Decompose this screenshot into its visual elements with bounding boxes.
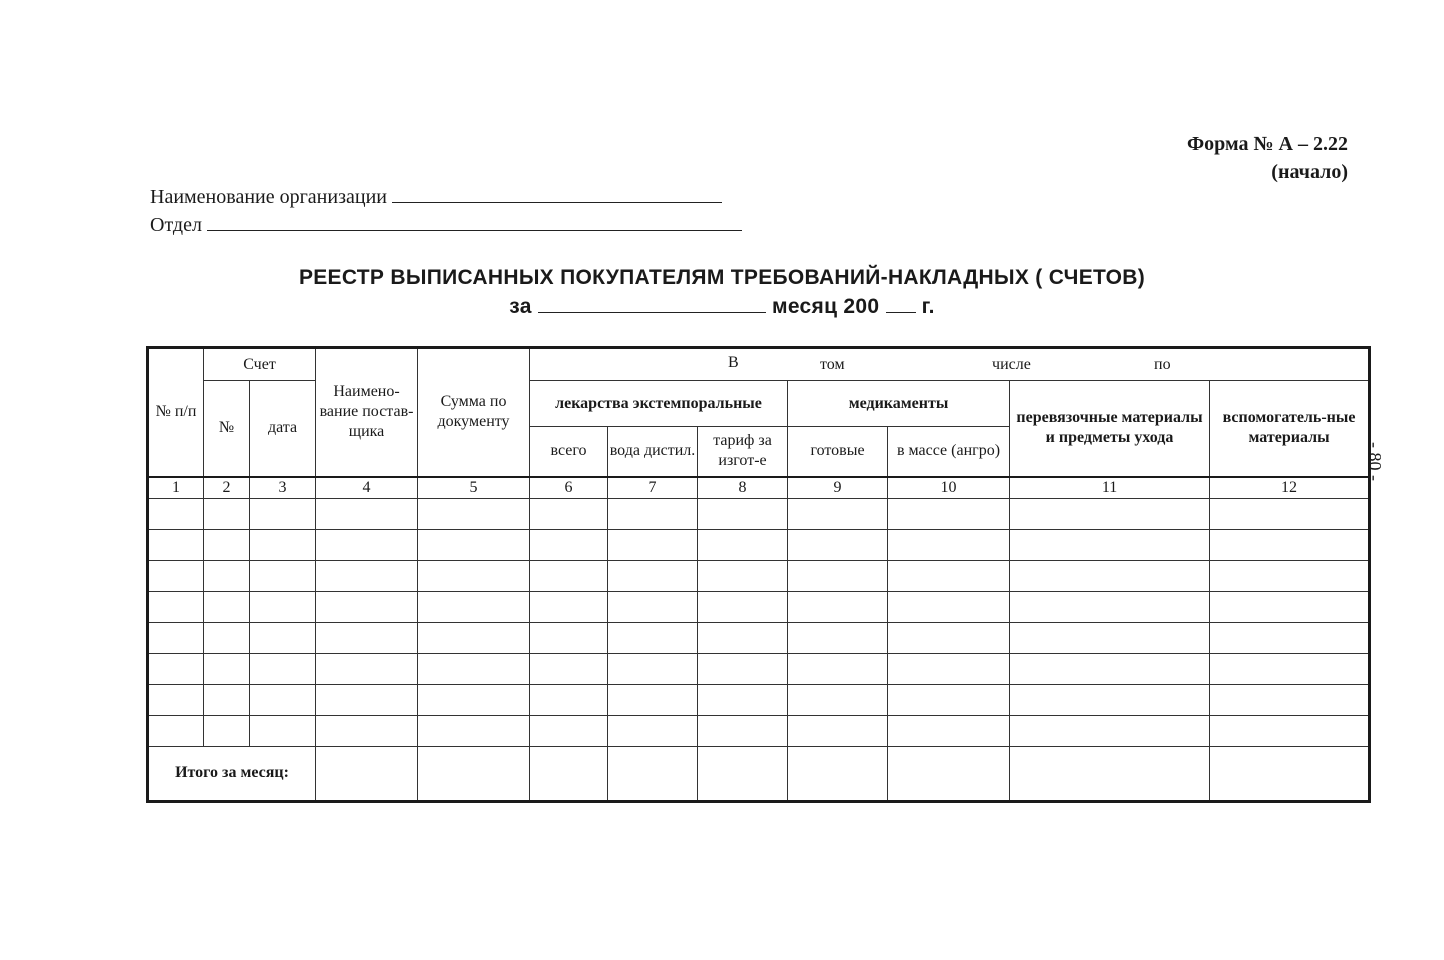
table-cell[interactable] (608, 715, 698, 746)
org-name-label: Наименование организации (150, 186, 387, 208)
table-cell[interactable] (530, 715, 608, 746)
table-cell[interactable] (1010, 591, 1210, 622)
header-sum: Сумма по документу (418, 348, 530, 477)
header-ready: готовые (788, 427, 888, 477)
table-cell[interactable] (530, 498, 608, 529)
table-cell[interactable] (148, 622, 204, 653)
table-cell[interactable] (418, 715, 530, 746)
col-num: 2 (204, 477, 250, 499)
header-invoice: Счет (204, 348, 316, 381)
total-label: Итого за месяц: (148, 746, 316, 801)
document-title (0, 264, 1444, 321)
table-cell[interactable] (1210, 560, 1370, 591)
col-num: 5 (418, 477, 530, 499)
table-cell[interactable] (698, 498, 788, 529)
table-cell[interactable] (888, 560, 1010, 591)
year-field[interactable] (886, 292, 916, 313)
col-num: 11 (1010, 477, 1210, 499)
table-cell[interactable] (1010, 684, 1210, 715)
table-cell[interactable] (1210, 715, 1370, 746)
header-auxiliary: вспомогатель-ные материалы (1210, 381, 1370, 477)
table-row (148, 622, 1370, 653)
header-bulk: в массе (ангро) (888, 427, 1010, 477)
table-cell[interactable] (204, 529, 250, 560)
table-cell[interactable] (788, 715, 888, 746)
form-number-block (1187, 130, 1348, 186)
table-cell[interactable] (608, 591, 698, 622)
title-za: за (509, 295, 532, 318)
table-row (148, 560, 1370, 591)
col-num: 7 (608, 477, 698, 499)
table-cell[interactable] (888, 715, 1010, 746)
header-extemp: лекарства экстемпоральные (530, 381, 788, 427)
table-cell[interactable] (1010, 715, 1210, 746)
col-num: 8 (698, 477, 788, 499)
table-cell[interactable] (698, 560, 788, 591)
empty-rows (148, 498, 1370, 746)
register-table (146, 346, 1371, 803)
table-cell[interactable] (418, 591, 530, 622)
header-tariff: тариф за изгот-е (698, 427, 788, 477)
table-cell[interactable] (888, 529, 1010, 560)
table-cell[interactable] (888, 591, 1010, 622)
table-cell[interactable] (608, 684, 698, 715)
table-cell[interactable] (418, 684, 530, 715)
table-cell[interactable] (204, 560, 250, 591)
header-total: всего (530, 427, 608, 477)
table-cell[interactable] (148, 653, 204, 684)
form-number: Форма № А – 2.22 (1186, 133, 1348, 155)
header-num: № п/п (148, 348, 204, 477)
table-cell[interactable] (316, 529, 418, 560)
table-row (148, 715, 1370, 746)
table-cell[interactable] (250, 622, 316, 653)
table-cell[interactable] (316, 746, 418, 801)
table-cell[interactable] (418, 529, 530, 560)
table-cell[interactable] (204, 715, 250, 746)
table-cell[interactable] (250, 653, 316, 684)
col-num: 9 (788, 477, 888, 499)
table-cell[interactable] (250, 560, 316, 591)
title-year-suffix: г. (921, 295, 935, 318)
table-cell[interactable] (418, 498, 530, 529)
table-cell[interactable] (418, 622, 530, 653)
table-cell[interactable] (888, 746, 1010, 801)
header-supplier: Наимено-вание постав-щика (316, 348, 418, 477)
table-cell[interactable] (316, 684, 418, 715)
header-invoice-date: дата (250, 381, 316, 477)
header-medicaments: медикаменты (788, 381, 1010, 427)
header-invoice-no: № (204, 381, 250, 477)
table-cell[interactable] (148, 529, 204, 560)
table-cell[interactable] (530, 622, 608, 653)
table-cell[interactable] (418, 653, 530, 684)
title-line1: РЕЕСТР ВЫПИСАННЫХ ПОКУПАТЕЛЯМ ТРЕБОВАНИЙ-НАКЛАДНЫХ ( СЧЕТОВ) (298, 266, 1146, 289)
table-cell[interactable] (1010, 498, 1210, 529)
table-cell[interactable] (418, 746, 530, 801)
header-including (530, 348, 1370, 381)
table-cell[interactable] (316, 560, 418, 591)
page-number: - 80 - (1365, 442, 1385, 481)
title-line2 (0, 292, 1444, 321)
col-num: 12 (1210, 477, 1370, 499)
col-num: 1 (148, 477, 204, 499)
form-part: (начало) (1271, 161, 1348, 183)
table-cell[interactable] (530, 684, 608, 715)
table-cell[interactable] (316, 591, 418, 622)
table-cell[interactable] (698, 653, 788, 684)
table-row (148, 529, 1370, 560)
table-cell[interactable] (788, 746, 888, 801)
table-cell[interactable] (788, 560, 888, 591)
table-cell[interactable] (698, 715, 788, 746)
table-cell[interactable] (204, 622, 250, 653)
col-num: 3 (250, 477, 316, 499)
table-cell[interactable] (204, 591, 250, 622)
including-word-4: по (1154, 356, 1171, 373)
table-cell[interactable] (1210, 653, 1370, 684)
table-cell[interactable] (148, 715, 204, 746)
table-cell[interactable] (148, 498, 204, 529)
table-cell[interactable] (316, 498, 418, 529)
table-cell[interactable] (148, 560, 204, 591)
table-cell[interactable] (250, 591, 316, 622)
table-cell[interactable] (1210, 529, 1370, 560)
table-cell[interactable] (888, 653, 1010, 684)
table-row (148, 653, 1370, 684)
dept-field[interactable] (207, 212, 742, 231)
including-word-2: том (820, 356, 845, 373)
table-cell[interactable] (698, 529, 788, 560)
table-cell[interactable] (204, 653, 250, 684)
table-cell[interactable] (418, 560, 530, 591)
table-cell[interactable] (250, 529, 316, 560)
table-cell[interactable] (250, 684, 316, 715)
table-cell[interactable] (788, 498, 888, 529)
table-cell[interactable] (608, 560, 698, 591)
month-field[interactable] (538, 292, 766, 313)
table-cell[interactable] (698, 591, 788, 622)
table-cell[interactable] (1210, 746, 1370, 801)
total-row (148, 746, 1370, 801)
table-cell[interactable] (316, 715, 418, 746)
header-dressing: перевязочные материалы и предметы ухода (1010, 381, 1210, 477)
table-cell[interactable] (788, 622, 888, 653)
table-cell[interactable] (316, 622, 418, 653)
header-water: вода дистил. (608, 427, 698, 477)
table-row (148, 684, 1370, 715)
table-cell[interactable] (250, 715, 316, 746)
table-cell[interactable] (608, 622, 698, 653)
table-cell[interactable] (788, 684, 888, 715)
table-cell[interactable] (1010, 560, 1210, 591)
table-cell[interactable] (888, 498, 1010, 529)
title-month: месяц 200 (772, 295, 880, 318)
table-cell[interactable] (888, 622, 1010, 653)
table-cell[interactable] (788, 653, 888, 684)
table-row (148, 591, 1370, 622)
table-cell[interactable] (698, 622, 788, 653)
table-cell[interactable] (530, 560, 608, 591)
column-number-row (148, 477, 1370, 499)
dept-label: Отдел (150, 214, 202, 236)
table-cell[interactable] (204, 684, 250, 715)
org-name-field[interactable] (392, 184, 722, 203)
table-cell[interactable] (316, 653, 418, 684)
table-cell[interactable] (1210, 684, 1370, 715)
table-cell[interactable] (788, 591, 888, 622)
table-cell[interactable] (698, 684, 788, 715)
table-cell[interactable] (1010, 529, 1210, 560)
table-cell[interactable] (1010, 653, 1210, 684)
col-num: 4 (316, 477, 418, 499)
table-cell[interactable] (608, 653, 698, 684)
table-cell[interactable] (888, 684, 1010, 715)
table-cell[interactable] (530, 591, 608, 622)
table-cell[interactable] (1210, 622, 1370, 653)
including-word-1: В (728, 354, 739, 371)
table-cell[interactable] (250, 498, 316, 529)
table-row (148, 498, 1370, 529)
table-cell[interactable] (608, 498, 698, 529)
table-cell[interactable] (1010, 746, 1210, 801)
including-word-3: числе (992, 356, 1031, 373)
col-num: 10 (888, 477, 1010, 499)
table-cell[interactable] (608, 529, 698, 560)
table-cell[interactable] (1210, 591, 1370, 622)
table-cell[interactable] (530, 746, 608, 801)
table-cell[interactable] (148, 591, 204, 622)
table-cell[interactable] (608, 746, 698, 801)
table-cell[interactable] (1010, 622, 1210, 653)
organization-block (150, 183, 742, 239)
table-cell[interactable] (204, 498, 250, 529)
table-cell[interactable] (1210, 498, 1370, 529)
table-cell[interactable] (530, 653, 608, 684)
table-cell[interactable] (788, 529, 888, 560)
col-num: 6 (530, 477, 608, 499)
table-cell[interactable] (698, 746, 788, 801)
table-cell[interactable] (148, 684, 204, 715)
table-cell[interactable] (530, 529, 608, 560)
